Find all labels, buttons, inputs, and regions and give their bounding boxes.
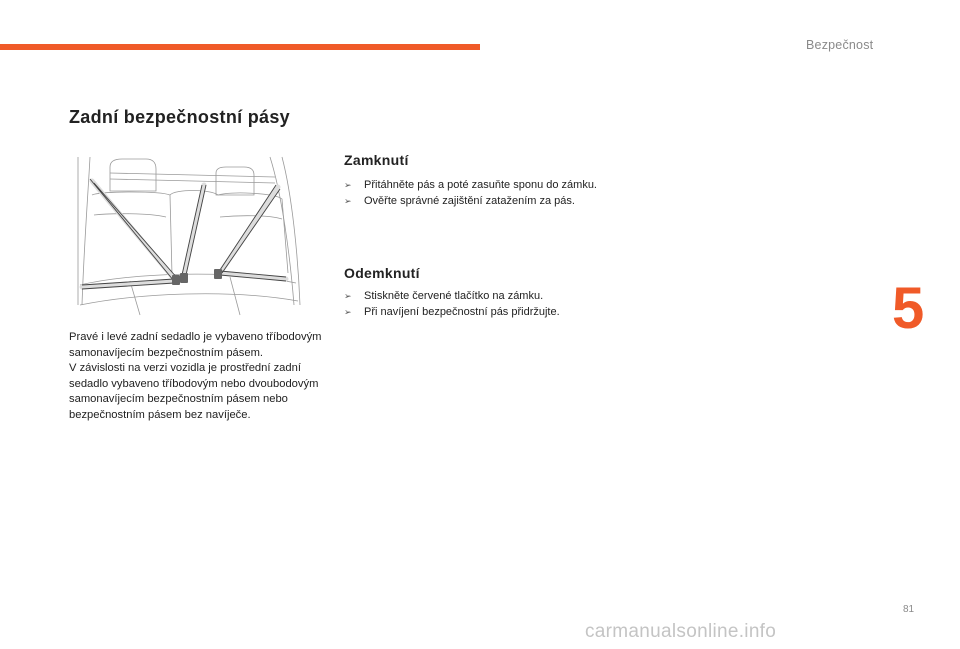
description	[69, 330, 329, 424]
arrow-bullet-icon: ➢	[344, 180, 352, 190]
description-paragraph: Pravé i levé zadní sedadlo je vybaveno tříbodovým samonavíjecím bezpečnostním pásem.	[69, 331, 322, 359]
unlock-steps	[344, 289, 624, 321]
list-item: ➢ Ověřte správné zajištění zatažením za pás.	[344, 194, 624, 209]
watermark: carmanualsonline.info	[585, 621, 777, 642]
arrow-bullet-icon: ➢	[344, 307, 352, 318]
chapter-color-bar	[0, 44, 480, 50]
page-title: Zadní bezpečnostní pásy	[69, 107, 290, 127]
lock-steps	[344, 178, 624, 210]
page-number: 81	[903, 604, 915, 615]
chapter-number: 5	[892, 276, 925, 341]
list-item: ➢ Stiskněte červené tlačítko na zámku.	[344, 289, 624, 304]
unlock-heading: Odemknutí	[344, 265, 420, 281]
arrow-bullet-icon: ➢	[344, 291, 352, 301]
arrow-bullet-icon: ➢	[344, 196, 352, 207]
description-paragraph: V závislosti na verzi vozidla je prostřední zadní sedadlo vybaveno tříbodovým nebo dvoubodovým samonavíjecím bezpečnostním pásem nebo bezpečnostním pásem bez navíječe.	[69, 362, 319, 421]
section-title: Bezpečnost	[806, 38, 874, 52]
list-item: ➢ Přitáhněte pás a poté zasuňte sponu do zámku.	[344, 178, 624, 193]
rear-seatbelts-illustration	[70, 155, 302, 327]
list-item: ➢ Při navíjení bezpečnostní pás přidržujte.	[344, 305, 624, 320]
lock-heading: Zamknutí	[344, 152, 409, 168]
